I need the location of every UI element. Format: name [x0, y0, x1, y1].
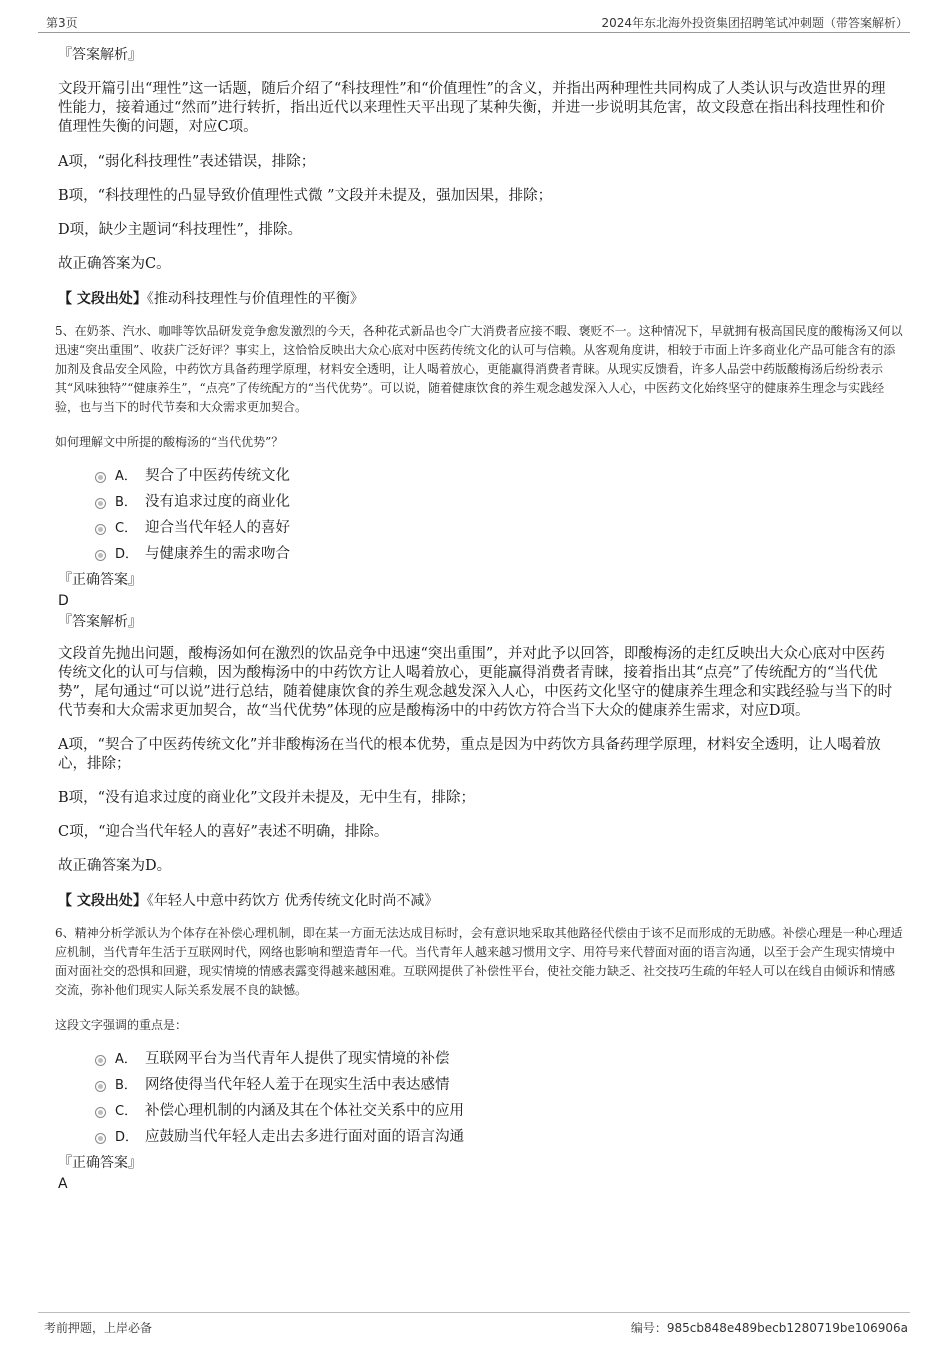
question-prompt: 这段文字强调的重点是：: [55, 1018, 188, 1032]
radio-icon[interactable]: [95, 498, 106, 509]
analysis-text: 文段开篇引出“理性”这一话题，随后介绍了“科技理性”和“价值理性”的含义，并指出两种理性共同构成了人类认识与改造世界的理性能力，接着通过“然而”进行转折，指出近代以来理性天平出现了某种失衡，并进一步说明其危害，故文段意在指出科技理性和价值理性失衡的问题，对应C项。: [58, 81, 886, 135]
radio-icon[interactable]: [95, 1081, 106, 1092]
radio-icon[interactable]: [95, 472, 106, 483]
option-a[interactable]: A． 契合了中医药传统文化: [95, 463, 905, 489]
page-number: 第3页: [46, 16, 78, 30]
correct-answer: A: [58, 1176, 68, 1192]
radio-icon[interactable]: [95, 1107, 106, 1118]
option-b[interactable]: B． 没有追求过度的商业化: [95, 489, 905, 515]
option-d[interactable]: D． 应鼓励当代年轻人走出去多进行面对面的语言沟通: [95, 1124, 905, 1150]
id-value: 985cb848e489becb1280719be106906a: [666, 1321, 908, 1335]
conclusion: 故正确答案为C。: [58, 256, 171, 272]
page-header: [38, 12, 910, 33]
correct-answer: D: [58, 593, 69, 609]
source-label: 【 文段出处】: [58, 893, 147, 909]
analysis-text: 文段首先抛出问题，酸梅汤如何在激烈的饮品竞争中迅速“突出重围”，并对此予以回答，即酸梅汤的走红反映出大众心底对中医药传统文化的认可与信赖，因为酸梅汤中的中药饮方让人喝着放心，更能赢得消费者青睐，接着指出其“点亮”了传统配方的“当代优势”，尾句通过“可以说”进行总结，随着健康饮食的养生观念越发深入人心，中医药文化坚守的健康养生理念和实践经验与当下的时代节奏和大众需求更加契合，故“当代优势”体现的应是酸梅汤中的中药饮方符合当下大众的健康养生需求，对应D项。: [58, 646, 893, 719]
correct-answer-label: 『正确答案』: [58, 1155, 142, 1171]
option-d[interactable]: D． 与健康养生的需求吻合: [95, 541, 905, 567]
note-c: C项，“迎合当代年轻人的喜好”表述不明确，排除。: [58, 824, 389, 840]
document-title: 2024年东北海外投资集团招聘笔试冲刺题（带答案解析）: [601, 16, 908, 30]
note-b: B项，“没有追求过度的商业化”文段并未提及，无中生有，排除；: [58, 790, 475, 806]
radio-icon[interactable]: [95, 1133, 106, 1144]
document-id: [631, 1319, 908, 1336]
question-passage: 5、在奶茶、汽水、咖啡等饮品研发竞争愈发激烈的今天，各种花式新品也令广大消费者应接不暇、褒贬不一。这种情况下，早就拥有极高国民度的酸梅汤又何以迅速“突出重围”、收获广泛好评？事实上，这恰恰反映出大众心底对中医药传统文化的认可与信赖。从客观角度讲，相较于市面上许多商业化产品可能含有的添加剂及食品安全风险，中药饮方具备药理学原理，材料安全透明，让人喝着放心，更能赢得消费者青睐。从现实反馈看，许多人品尝中药版酸梅汤后纷纷表示其“风味独特”“健康养生”，“点亮”了传统配方的“当代优势”。可以说，随着健康饮食的养生观念越发深入人心，中医药文化始终坚守的健康养生理念与实践经验，也与当下的时代节奏和大众需求更加契合。: [55, 324, 903, 414]
question-passage: 6、精神分析学派认为个体存在补偿心理机制，即在某一方面无法达成目标时，会有意识地采取其他路径代偿由于该不足而形成的无助感。补偿心理是一种心理适应机制，当代青年生活于互联网时代，网络也影响和塑造青年一代。当代青年人越来越习惯用文字、用符号来代替面对面的语言沟通，以至于会产生现实情境中面对面社交的恐惧和回避，现实情境的情感表露变得越来越困难。互联网提供了补偿性平台，使社交能力缺乏、社交技巧生疏的年轻人可以在线自由倾诉和情感交流，弥补他们现实人际关系发展不良的缺憾。: [55, 926, 903, 997]
question-prompt: 如何理解文中所提的酸梅汤的“当代优势”？: [55, 435, 284, 449]
radio-icon[interactable]: [95, 550, 106, 561]
options-list: [95, 463, 905, 567]
analysis-label: 『答案解析』: [58, 47, 142, 63]
source: [58, 288, 905, 308]
radio-icon[interactable]: [95, 1055, 106, 1066]
source-title: 《年轻人中意中药饮方 优秀传统文化时尚不减》: [146, 893, 439, 909]
option-a[interactable]: A． 互联网平台为当代青年人提供了现实情境的补偿: [95, 1046, 905, 1072]
page-content: [55, 44, 905, 1194]
option-b[interactable]: B． 网络使得当代年轻人羞于在现实生活中表达感情: [95, 1072, 905, 1098]
note-a: A项，“契合了中医药传统文化”并非酸梅汤在当代的根本优势，重点是因为中药饮方具备药理学原理，材料安全透明，让人喝着放心，排除；: [58, 737, 881, 772]
note-a: A项，“弱化科技理性”表述错误，排除；: [58, 154, 316, 170]
correct-answer-label: 『正确答案』: [58, 572, 142, 588]
analysis-label: 『答案解析』: [58, 614, 142, 630]
source-title: 《推动科技理性与价值理性的平衡》: [146, 291, 364, 307]
id-label: 编号：: [630, 1321, 667, 1335]
source: [58, 890, 905, 910]
page-footer: [38, 1312, 910, 1339]
footer-slogan: 考前押题，上岸必备: [44, 1321, 153, 1335]
note-b: B项，“科技理性的凸显导致价值理性式微 ”文段并未提及，强加因果，排除；: [58, 188, 553, 204]
radio-icon[interactable]: [95, 524, 106, 535]
options-list: [95, 1046, 905, 1150]
note-d: D项，缺少主题词“科技理性”，排除。: [58, 222, 302, 238]
source-label: 【 文段出处】: [58, 291, 147, 307]
conclusion: 故正确答案为D。: [58, 858, 172, 874]
option-c[interactable]: C． 迎合当代年轻人的喜好: [95, 515, 905, 541]
option-c[interactable]: C． 补偿心理机制的内涵及其在个体社交关系中的应用: [95, 1098, 905, 1124]
